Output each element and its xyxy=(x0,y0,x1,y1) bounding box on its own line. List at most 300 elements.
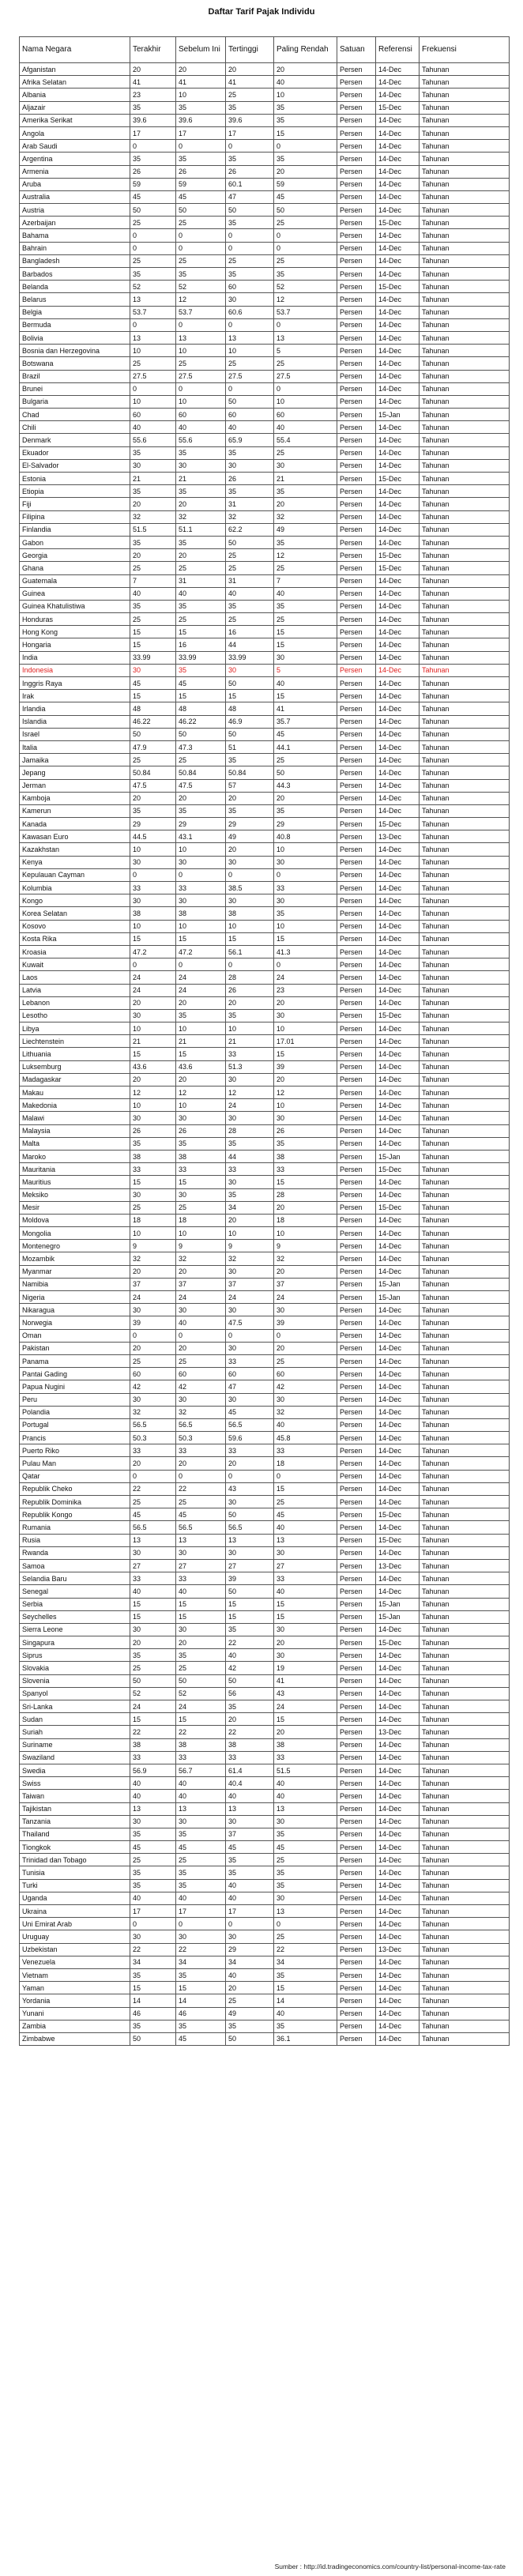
table-cell: Tahunan xyxy=(420,1368,510,1380)
table-cell: 0 xyxy=(176,868,226,881)
table-cell: Denmark xyxy=(20,434,130,446)
table-cell: 37 xyxy=(226,1828,274,1840)
table-row xyxy=(20,562,510,574)
table-cell: 14-Dec xyxy=(376,1905,420,1918)
table-cell: Tahunan xyxy=(420,715,510,728)
table-cell: 40 xyxy=(176,421,226,434)
table-cell: 14 xyxy=(274,1994,337,2007)
table-cell: 14-Dec xyxy=(376,1444,420,1457)
table-cell: Persen xyxy=(337,1828,376,1840)
table-cell: Tahunan xyxy=(420,485,510,498)
table-cell: 14-Dec xyxy=(376,1035,420,1048)
table-cell: 27.5 xyxy=(226,370,274,382)
table-row xyxy=(20,1022,510,1035)
table-cell: Tahunan xyxy=(420,818,510,830)
table-cell: 35 xyxy=(226,217,274,229)
table-cell: Tahunan xyxy=(420,702,510,715)
table-cell: 45 xyxy=(130,1841,176,1854)
table-row xyxy=(20,574,510,587)
table-cell: 43 xyxy=(226,1482,274,1495)
table-cell: 14-Dec xyxy=(376,600,420,612)
table-cell: 40 xyxy=(274,2007,337,2020)
table-cell: 45 xyxy=(226,1406,274,1418)
table-cell: 43.6 xyxy=(176,1060,226,1073)
table-cell: Uruguay xyxy=(20,1930,130,1943)
table-cell: 14-Dec xyxy=(376,1841,420,1854)
table-cell: Persen xyxy=(337,984,376,996)
table-cell: Estonia xyxy=(20,473,130,485)
table-cell: Ukraina xyxy=(20,1905,130,1918)
table-cell: 20 xyxy=(274,498,337,510)
table-cell: Tahunan xyxy=(420,1316,510,1329)
table-cell: 25 xyxy=(176,1496,226,1508)
table-cell: 20 xyxy=(274,1073,337,1086)
table-cell: 30 xyxy=(274,651,337,664)
table-cell: 0 xyxy=(130,229,176,242)
table-cell: Persen xyxy=(337,1073,376,1086)
table-cell: 35 xyxy=(130,1649,176,1662)
table-cell: 10 xyxy=(274,1227,337,1240)
table-cell: Prancis xyxy=(20,1432,130,1444)
table-cell: 47.2 xyxy=(176,945,226,958)
table-cell: 20 xyxy=(274,1726,337,1738)
table-cell: 20 xyxy=(176,1457,226,1470)
table-cell: 52 xyxy=(130,281,176,293)
table-cell: Tahunan xyxy=(420,459,510,472)
table-cell: 17 xyxy=(176,126,226,139)
table-cell: Yaman xyxy=(20,1982,130,1994)
table-cell: Tahunan xyxy=(420,204,510,217)
table-row xyxy=(20,1546,510,1559)
table-cell: 32 xyxy=(226,1252,274,1265)
table-cell: 0 xyxy=(176,318,226,331)
table-cell: 47.3 xyxy=(176,740,226,753)
table-cell: 14-Dec xyxy=(376,1815,420,1828)
table-cell: 25 xyxy=(130,357,176,370)
table-cell: 56.5 xyxy=(130,1521,176,1534)
table-cell: Tahunan xyxy=(420,1291,510,1304)
table-cell: Kamboja xyxy=(20,792,130,804)
table-cell: 30 xyxy=(226,1265,274,1278)
table-cell: Persen xyxy=(337,702,376,715)
table-cell: 30 xyxy=(226,293,274,306)
table-row xyxy=(20,345,510,357)
table-cell: 15 xyxy=(176,1048,226,1060)
table-cell: 15-Dec xyxy=(376,1636,420,1649)
table-cell: 25 xyxy=(176,613,226,626)
table-cell: 14-Dec xyxy=(376,728,420,740)
table-cell: 25 xyxy=(226,357,274,370)
table-cell: Sierra Leone xyxy=(20,1623,130,1636)
table-cell: Persen xyxy=(337,1316,376,1329)
table-cell: Persen xyxy=(337,1662,376,1674)
table-cell: 46.9 xyxy=(226,715,274,728)
table-cell: 50 xyxy=(226,395,274,408)
table-cell: 35 xyxy=(274,1828,337,1840)
table-cell: 47.5 xyxy=(176,779,226,792)
table-cell: Tahunan xyxy=(420,574,510,587)
table-cell: 50 xyxy=(274,766,337,779)
table-cell: 45 xyxy=(226,1841,274,1854)
table-cell: Lesotho xyxy=(20,1009,130,1022)
table-cell: 45 xyxy=(274,190,337,203)
table-cell: Persen xyxy=(337,1521,376,1534)
table-cell: Persen xyxy=(337,1956,376,1968)
table-cell: 35 xyxy=(274,1866,337,1879)
table-cell: 25 xyxy=(274,254,337,267)
table-cell: Georgia xyxy=(20,549,130,562)
table-cell: Persen xyxy=(337,1713,376,1726)
table-cell: Persen xyxy=(337,523,376,536)
table-cell: Tahunan xyxy=(420,894,510,907)
table-cell: Tahunan xyxy=(420,382,510,395)
table-cell: 35 xyxy=(130,2020,176,2032)
table-cell: 22 xyxy=(176,1943,226,1956)
table-cell: 30 xyxy=(226,1304,274,1316)
table-cell: Panama xyxy=(20,1354,130,1367)
table-cell: 13 xyxy=(274,1802,337,1815)
table-cell: Persen xyxy=(337,740,376,753)
table-cell: Tahunan xyxy=(420,626,510,638)
table-cell: 14-Dec xyxy=(376,920,420,932)
table-cell: Libya xyxy=(20,1022,130,1035)
table-cell: Liechtenstein xyxy=(20,1035,130,1048)
table-cell: Mongolia xyxy=(20,1227,130,1240)
table-cell: 34 xyxy=(226,1956,274,1968)
table-cell: 14-Dec xyxy=(376,1713,420,1726)
table-cell: 14-Dec xyxy=(376,1482,420,1495)
table-row xyxy=(20,830,510,843)
table-cell: Tahunan xyxy=(420,446,510,459)
table-cell: 45 xyxy=(176,1841,226,1854)
table-cell: 50 xyxy=(226,1508,274,1521)
table-cell: 0 xyxy=(226,868,274,881)
table-cell: Tahunan xyxy=(420,1994,510,2007)
table-cell: 10 xyxy=(274,395,337,408)
table-cell: 35 xyxy=(274,1137,337,1150)
table-cell: 35 xyxy=(274,1968,337,1981)
table-row xyxy=(20,1112,510,1124)
table-cell: 15 xyxy=(130,932,176,945)
table-cell: Fiji xyxy=(20,498,130,510)
table-cell: 14-Dec xyxy=(376,1751,420,1764)
table-cell: 50 xyxy=(226,677,274,690)
table-cell: Pulau Man xyxy=(20,1457,130,1470)
table-cell: 25 xyxy=(176,1354,226,1367)
table-cell: 65.9 xyxy=(226,434,274,446)
table-cell: Persen xyxy=(337,677,376,690)
table-cell: Tahunan xyxy=(420,856,510,868)
table-cell: 50 xyxy=(130,1674,176,1687)
table-cell: Serbia xyxy=(20,1598,130,1610)
table-cell: 44.3 xyxy=(274,779,337,792)
table-cell: 14-Dec xyxy=(376,190,420,203)
table-cell: Tajikistan xyxy=(20,1802,130,1815)
table-cell: 38 xyxy=(226,907,274,920)
table-cell: 41 xyxy=(176,76,226,89)
table-cell: 14-Dec xyxy=(376,715,420,728)
table-cell: 25 xyxy=(226,562,274,574)
table-cell: Persen xyxy=(337,498,376,510)
table-cell: Tahunan xyxy=(420,1546,510,1559)
table-cell: 32 xyxy=(130,1406,176,1418)
table-row xyxy=(20,613,510,626)
table-cell: 26 xyxy=(176,165,226,178)
table-cell: Tahunan xyxy=(420,63,510,76)
table-cell: 12 xyxy=(130,1087,176,1099)
table-cell: Tahunan xyxy=(420,907,510,920)
table-cell: 20 xyxy=(130,1342,176,1354)
table-cell: 14-Dec xyxy=(376,1738,420,1751)
table-cell: Tahunan xyxy=(420,779,510,792)
table-cell: 27.5 xyxy=(130,370,176,382)
table-row xyxy=(20,1252,510,1265)
table-cell: 25 xyxy=(130,1496,176,1508)
table-cell: 30 xyxy=(274,1546,337,1559)
table-cell: Malaysia xyxy=(20,1124,130,1137)
table-cell: 20 xyxy=(274,1636,337,1649)
table-cell: Belgia xyxy=(20,306,130,318)
table-cell: 41 xyxy=(274,1674,337,1687)
table-cell: 32 xyxy=(274,1406,337,1418)
table-cell: 25 xyxy=(274,217,337,229)
table-cell: Persen xyxy=(337,2032,376,2045)
table-cell: 0 xyxy=(176,958,226,971)
table-row xyxy=(20,882,510,894)
table-cell: 24 xyxy=(130,984,176,996)
table-cell: 47.5 xyxy=(226,1316,274,1329)
table-cell: 14-Dec xyxy=(376,894,420,907)
table-cell: 57 xyxy=(226,779,274,792)
table-cell: Persen xyxy=(337,1841,376,1854)
table-cell: 26 xyxy=(130,165,176,178)
table-cell: Persen xyxy=(337,1188,376,1201)
table-cell: 29 xyxy=(130,818,176,830)
table-cell: 20 xyxy=(176,1636,226,1649)
table-cell: 0 xyxy=(226,229,274,242)
table-cell: Tahunan xyxy=(420,843,510,856)
table-cell: 50.3 xyxy=(176,1432,226,1444)
table-cell: Persen xyxy=(337,76,376,89)
table-cell: 10 xyxy=(130,1227,176,1240)
table-cell: Guinea xyxy=(20,587,130,600)
table-cell: 15 xyxy=(176,626,226,638)
table-row xyxy=(20,779,510,792)
table-cell: 26 xyxy=(130,1124,176,1137)
table-cell: 60 xyxy=(130,1368,176,1380)
table-cell: 0 xyxy=(130,1329,176,1342)
table-cell: Tahunan xyxy=(420,690,510,702)
table-cell: 0 xyxy=(226,242,274,254)
table-cell: Luksemburg xyxy=(20,1060,130,1073)
table-cell: 25 xyxy=(226,1994,274,2007)
table-cell: 40 xyxy=(176,1316,226,1329)
table-cell: 30 xyxy=(226,1073,274,1086)
table-cell: Malta xyxy=(20,1137,130,1150)
table-row xyxy=(20,1687,510,1700)
table-cell: Tahunan xyxy=(420,562,510,574)
table-cell: Tahunan xyxy=(420,370,510,382)
table-cell: 39.6 xyxy=(176,114,226,126)
table-cell: Tahunan xyxy=(420,882,510,894)
table-row xyxy=(20,229,510,242)
table-cell: Mauritania xyxy=(20,1163,130,1176)
table-cell: 37 xyxy=(274,1278,337,1290)
table-cell: 50 xyxy=(130,204,176,217)
table-cell: Tahunan xyxy=(420,1150,510,1162)
table-cell: 14-Dec xyxy=(376,1342,420,1354)
table-cell: 50 xyxy=(176,1674,226,1687)
table-cell: 0 xyxy=(130,382,176,395)
table-cell: 35 xyxy=(274,485,337,498)
table-cell: 55.4 xyxy=(274,434,337,446)
table-cell: Tahunan xyxy=(420,1700,510,1713)
table-cell: 23 xyxy=(274,984,337,996)
table-cell: 30 xyxy=(274,459,337,472)
table-cell: 35 xyxy=(274,1879,337,1892)
table-row xyxy=(20,894,510,907)
table-cell: 14-Dec xyxy=(376,932,420,945)
table-cell: 20 xyxy=(274,792,337,804)
table-cell: 20 xyxy=(176,498,226,510)
table-cell: 10 xyxy=(176,89,226,101)
table-cell: Persen xyxy=(337,101,376,114)
table-cell: 14-Dec xyxy=(376,1802,420,1815)
table-cell: 39 xyxy=(130,1316,176,1329)
table-cell: 27 xyxy=(226,1559,274,1572)
table-cell: Persen xyxy=(337,1240,376,1252)
table-cell: 14-Dec xyxy=(376,971,420,984)
table-cell: Azerbaijan xyxy=(20,217,130,229)
table-row xyxy=(20,395,510,408)
table-cell: 35 xyxy=(226,1137,274,1150)
table-cell: 30 xyxy=(226,1546,274,1559)
table-cell: Persen xyxy=(337,1879,376,1892)
table-cell: 35 xyxy=(226,446,274,459)
table-cell: 0 xyxy=(130,318,176,331)
table-cell: 33.99 xyxy=(226,651,274,664)
table-cell: Tahunan xyxy=(420,1457,510,1470)
table-cell: Persen xyxy=(337,651,376,664)
table-cell: 14-Dec xyxy=(376,1380,420,1393)
table-cell: 40 xyxy=(226,587,274,600)
table-cell: Persen xyxy=(337,370,376,382)
table-cell: 0 xyxy=(226,140,274,153)
table-cell: Persen xyxy=(337,1252,376,1265)
table-cell: 21 xyxy=(130,473,176,485)
table-cell: Taiwan xyxy=(20,1790,130,1802)
table-cell: 15 xyxy=(176,690,226,702)
table-cell: 52 xyxy=(130,1687,176,1700)
table-row xyxy=(20,1163,510,1176)
table-cell: Persen xyxy=(337,1291,376,1304)
table-cell: Singapura xyxy=(20,1636,130,1649)
column-header: Nama Negara xyxy=(20,37,130,63)
table-cell: 13 xyxy=(130,1534,176,1546)
table-cell: 35 xyxy=(176,268,226,281)
table-cell: Tahunan xyxy=(420,984,510,996)
column-header: Terakhir xyxy=(130,37,176,63)
table-cell: Persen xyxy=(337,306,376,318)
table-row xyxy=(20,1700,510,1713)
table-cell: 30 xyxy=(274,1009,337,1022)
table-cell: 30 xyxy=(130,1623,176,1636)
table-cell: 38.5 xyxy=(226,882,274,894)
table-cell: 13 xyxy=(130,331,176,344)
table-cell: 29 xyxy=(176,818,226,830)
table-cell: 0 xyxy=(226,958,274,971)
table-cell: Kosovo xyxy=(20,920,130,932)
table-cell: Namibia xyxy=(20,1278,130,1290)
table-row xyxy=(20,523,510,536)
table-cell: 27.5 xyxy=(176,370,226,382)
table-cell: Tahunan xyxy=(420,254,510,267)
table-cell: 30 xyxy=(176,1188,226,1201)
table-cell: Persen xyxy=(337,1482,376,1495)
table-cell: 14-Dec xyxy=(376,1073,420,1086)
table-cell: 14 xyxy=(176,1994,226,2007)
table-cell: Persen xyxy=(337,190,376,203)
table-cell: 14-Dec xyxy=(376,1176,420,1188)
table-cell: 14-Dec xyxy=(376,945,420,958)
table-cell: Tahunan xyxy=(420,114,510,126)
table-cell: Tahunan xyxy=(420,996,510,1009)
table-cell: 15-Dec xyxy=(376,217,420,229)
table-cell: 40 xyxy=(274,76,337,89)
table-cell: Tanzania xyxy=(20,1815,130,1828)
table-cell: 14-Dec xyxy=(376,1585,420,1598)
table-cell: Uzbekistan xyxy=(20,1943,130,1956)
table-cell: Persen xyxy=(337,728,376,740)
table-cell: Tahunan xyxy=(420,1278,510,1290)
table-cell: 22 xyxy=(274,1943,337,1956)
table-cell: 14-Dec xyxy=(376,76,420,89)
table-cell: 0 xyxy=(226,318,274,331)
table-cell: 15 xyxy=(130,1176,176,1188)
table-cell: 30 xyxy=(274,1393,337,1406)
table-cell: Persen xyxy=(337,178,376,190)
table-cell: Tahunan xyxy=(420,868,510,881)
table-cell: Uni Emirat Arab xyxy=(20,1918,130,1930)
table-cell: 17 xyxy=(226,1905,274,1918)
table-cell: 25 xyxy=(130,1854,176,1866)
table-cell: Tahunan xyxy=(420,510,510,523)
table-cell: 13 xyxy=(274,1905,337,1918)
table-row xyxy=(20,140,510,153)
table-cell: 33 xyxy=(130,1572,176,1585)
table-cell: 15-Dec xyxy=(376,549,420,562)
table-cell: Tahunan xyxy=(420,1713,510,1726)
table-cell: 40 xyxy=(226,1649,274,1662)
table-row xyxy=(20,626,510,638)
table-row xyxy=(20,1496,510,1508)
table-cell: 40 xyxy=(130,1777,176,1790)
table-cell: 40 xyxy=(274,587,337,600)
table-cell: 35 xyxy=(226,2020,274,2032)
table-cell: Tahunan xyxy=(420,1099,510,1112)
table-cell: 50 xyxy=(226,204,274,217)
table-cell: Persen xyxy=(337,395,376,408)
table-cell: 14-Dec xyxy=(376,1790,420,1802)
table-cell: Persen xyxy=(337,690,376,702)
table-cell: 20 xyxy=(274,165,337,178)
table-cell: 29 xyxy=(274,818,337,830)
table-cell: Tahunan xyxy=(420,1802,510,1815)
table-cell: Malawi xyxy=(20,1112,130,1124)
table-cell: 15 xyxy=(226,690,274,702)
table-cell: Tahunan xyxy=(420,1687,510,1700)
table-cell: 48 xyxy=(226,702,274,715)
